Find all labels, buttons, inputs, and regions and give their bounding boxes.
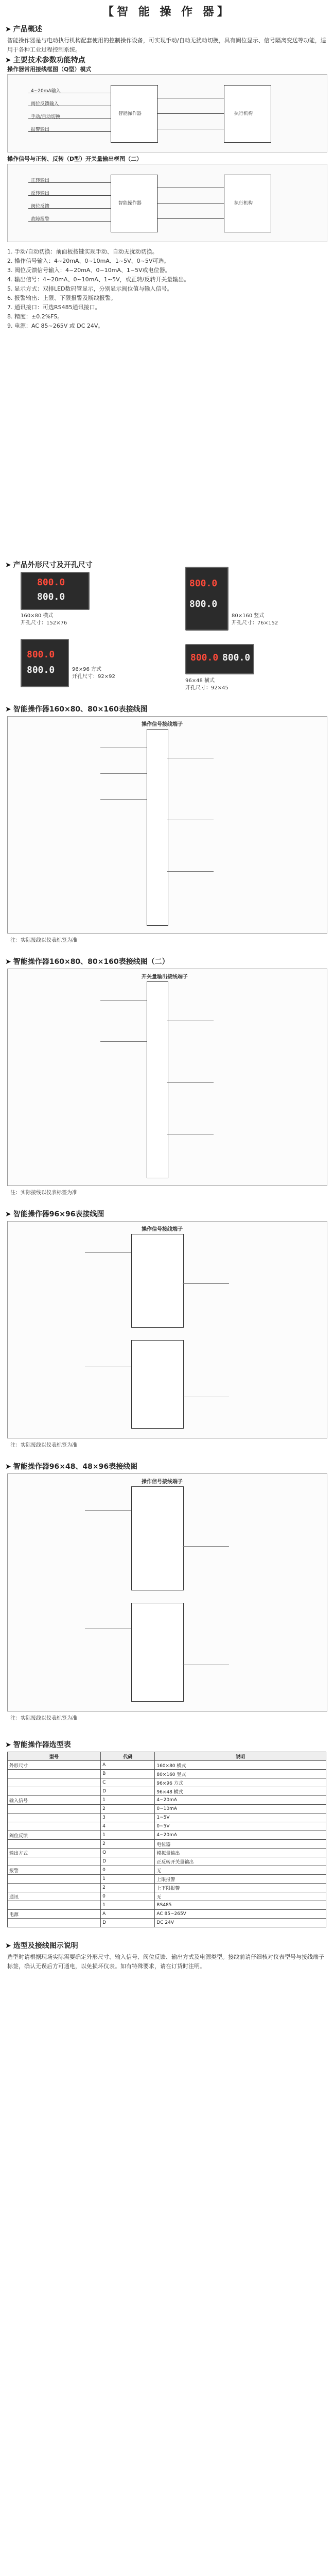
- display-bottom: 800.0: [27, 665, 55, 675]
- meter-front-96x96: [21, 639, 69, 687]
- table-row: [8, 1875, 326, 1884]
- terminal-block: [147, 729, 168, 926]
- table-row: [8, 1840, 326, 1849]
- dimensions-heading-text: 产品外形尺寸及开孔尺寸: [13, 561, 93, 569]
- table-cell: B: [101, 1770, 155, 1778]
- arrow-icon: ➤: [5, 705, 11, 714]
- tech-item: 7. 通讯接口：可选RS485通讯接口。: [7, 304, 101, 311]
- table-cell: 上下限报警: [155, 1884, 326, 1892]
- closing-section: [0, 1937, 334, 1971]
- table-row: [8, 1857, 326, 1866]
- conn-line: [157, 113, 224, 114]
- table-header: 说明: [155, 1752, 326, 1761]
- wiring-heading-text: 智能操作器96×96表接线图: [13, 1210, 104, 1218]
- arrow-icon: ➤: [5, 1210, 11, 1218]
- wiring-sub: 操作信号接线端子: [142, 1479, 183, 1485]
- wiring-section-2: [0, 953, 334, 969]
- panel-cutout: 开孔尺寸：152×76: [21, 620, 67, 626]
- table-cell: 4: [101, 1822, 155, 1831]
- page-title: 【智 能 操 作 器】: [102, 5, 232, 19]
- table-cell: [8, 1787, 101, 1796]
- conn-line: [157, 203, 224, 204]
- block-diagram-1: [7, 74, 327, 152]
- selection-section: [0, 1736, 334, 1752]
- table-row: [8, 1770, 326, 1778]
- panel-cutout: 开孔尺寸：92×92: [72, 674, 115, 680]
- wiring-sub: 开关量输出接线端子: [142, 974, 188, 980]
- table-cell: 正反转开关量输出: [155, 1857, 326, 1866]
- display-top: 800.0: [27, 649, 55, 660]
- arrow-icon: ➤: [5, 958, 11, 966]
- table-cell: A: [101, 1761, 155, 1770]
- table-cell: 输入信号: [8, 1796, 101, 1805]
- terminal-wire: [100, 773, 147, 774]
- terminal-block: [131, 1486, 184, 1590]
- display-bottom: 800.0: [222, 652, 251, 663]
- table-cell: [8, 1875, 101, 1884]
- input-label: 手动/自动切换: [31, 114, 61, 120]
- table-cell: [8, 1884, 101, 1892]
- table-cell: [8, 1901, 101, 1910]
- selection-table: [7, 1752, 326, 1927]
- table-cell: [8, 1822, 101, 1831]
- operator-box-label: 智能操作器: [118, 201, 142, 206]
- table-cell: RS485: [155, 1901, 326, 1910]
- panel-cutout: 开孔尺寸：92×45: [185, 685, 228, 691]
- panel-caption: 96×96 方式: [72, 667, 102, 672]
- table-body: [8, 1761, 326, 1927]
- diagram1-title: 操作器常用接线框图（Q型）模式: [7, 66, 92, 73]
- table-row: [8, 1805, 326, 1814]
- table-cell: 阀位反馈: [8, 1831, 101, 1840]
- arrow-icon: ➤: [5, 1741, 11, 1749]
- overview-heading: [5, 24, 329, 34]
- table-cell: 96×96 方式: [155, 1778, 326, 1787]
- terminal-wire: [183, 1546, 229, 1547]
- display-bottom: 800.0: [37, 591, 65, 602]
- input-label: 报警输出: [31, 127, 50, 132]
- tech-item: 5. 显示方式：双排LED数码管显示，分别显示阀位值与输入信号。: [7, 285, 173, 292]
- meter-front-80x160: [185, 567, 228, 631]
- wiring-heading: [5, 1209, 329, 1219]
- table-row: [8, 1814, 326, 1822]
- closing-heading: [5, 1940, 329, 1951]
- operator-box-label: 智能操作器: [118, 111, 142, 116]
- table-cell: 0~5V: [155, 1822, 326, 1831]
- table-cell: 0: [101, 1892, 155, 1901]
- wiring-heading-text: 智能操作器160×80、80×160表接线图: [13, 705, 148, 714]
- tech-item: 4. 输出信号：4~20mA、0~10mA、1~5V，或正转/反转开关量输出。: [7, 276, 190, 283]
- table-cell: A: [101, 1910, 155, 1919]
- tech-item: 1. 手动/自动切换：前面板按键实现手动、自动无扰动切换。: [7, 248, 158, 255]
- display-top: 800.0: [189, 578, 218, 589]
- terminal-wire: [100, 1041, 147, 1042]
- table-cell: 上限报警: [155, 1875, 326, 1884]
- table-cell: C: [101, 1778, 155, 1787]
- table-cell: 报警: [8, 1866, 101, 1875]
- table-cell: 1~5V: [155, 1814, 326, 1822]
- table-cell: 通讯: [8, 1892, 101, 1901]
- overview-section: [0, 21, 334, 55]
- table-cell: 80×160 竖式: [155, 1770, 326, 1778]
- table-cell: 外形尺寸: [8, 1761, 101, 1770]
- table-cell: 1: [101, 1831, 155, 1840]
- terminal-wire: [167, 871, 214, 872]
- selection-heading: [5, 1739, 329, 1750]
- wiring-diagram-2: [7, 969, 327, 1186]
- wiring-section-1: [0, 701, 334, 716]
- table-cell: 1: [101, 1796, 155, 1805]
- overview-heading-text: 产品概述: [13, 25, 42, 33]
- display-top: 800.0: [37, 577, 65, 588]
- tech-item: 6. 报警输出：上限、下限报警及断线报警。: [7, 295, 116, 301]
- wiring-note: 注：实际接线以仪表标签为准: [10, 1716, 77, 1721]
- table-row: [8, 1787, 326, 1796]
- dimensions-section: [0, 556, 334, 572]
- overview-text: 智能操作器是与电动执行机构配套使用的控制操作设备，可实现手动/自动无扰动切换，具有阀位显示、信号隔离变送等功能，适用于各种工业过程控制系统。: [7, 37, 326, 53]
- arrow-icon: ➤: [5, 1463, 11, 1471]
- actuator-box-label: 执行机构: [234, 111, 253, 116]
- table-cell: 3: [101, 1814, 155, 1822]
- table-cell: D: [101, 1787, 155, 1796]
- wiring-heading: [5, 956, 329, 967]
- panel-cutout: 开孔尺寸：76×152: [232, 620, 278, 626]
- tech-item: 2. 操作信号输入：4~20mA、0~10mA、1~5V、0~5V可选。: [7, 258, 170, 264]
- output-label: 正转输出: [31, 178, 50, 183]
- input-label: 阀位反馈输入: [31, 101, 59, 107]
- table-header-row: [8, 1752, 326, 1761]
- table-cell: 2: [101, 1840, 155, 1849]
- terminal-wire: [100, 799, 147, 800]
- tech-item: 3. 阀位反馈信号输入：4~20mA、0~10mA、1~5V或电位器。: [7, 267, 171, 274]
- table-cell: [8, 1919, 101, 1927]
- table-cell: 0~10mA: [155, 1805, 326, 1814]
- table-row: [8, 1910, 326, 1919]
- arrow-icon: ➤: [5, 1942, 11, 1950]
- panel-caption: 80×160 竖式: [232, 613, 265, 619]
- output-label: 故障报警: [31, 217, 50, 222]
- table-cell: [8, 1805, 101, 1814]
- table-row: [8, 1901, 326, 1910]
- table-cell: 电位器: [155, 1840, 326, 1849]
- table-row: [8, 1822, 326, 1831]
- terminal-block: [131, 1603, 184, 1702]
- selection-heading-text: 智能操作器选型表: [13, 1741, 71, 1749]
- table-header: 代码: [101, 1752, 155, 1761]
- tech-heading: [5, 55, 329, 65]
- wiring-section-3: [0, 1206, 334, 1221]
- table-cell: 160×80 横式: [155, 1761, 326, 1770]
- closing-text: 选型时请根据现场实际需要确定外形尺寸、输入信号、阀位反馈、输出方式及电源类型。接线前请仔细核对仪表型号与接线端子标签，确认无误后方可通电，以免损坏仪表。如有特殊要求，请在订货时注明。: [7, 1954, 324, 1970]
- panel-caption: 96×48 横式: [185, 678, 215, 684]
- diagram2-title: 操作信号与正转、反转（D型）开关量输出框图（二）: [7, 156, 143, 162]
- table-header: 型号: [8, 1752, 101, 1761]
- display-bottom: 800.0: [189, 599, 218, 609]
- display-top: 800.0: [190, 652, 219, 663]
- wiring-heading: [5, 1461, 329, 1471]
- tech-item: 8. 精度：±0.2%FS。: [7, 313, 63, 320]
- arrow-icon: ➤: [5, 561, 11, 569]
- input-label: 4~20mA输入: [31, 89, 61, 94]
- table-cell: DC 24V: [155, 1919, 326, 1927]
- terminal-wire: [100, 1000, 147, 1001]
- panel-caption: 160×80 横式: [21, 613, 54, 619]
- table-cell: 模拟量输出: [155, 1849, 326, 1857]
- table-cell: Q: [101, 1849, 155, 1857]
- tech-heading-text: 主要技术参数功能特点: [13, 56, 85, 64]
- table-cell: 无: [155, 1866, 326, 1875]
- table-cell: 无: [155, 1892, 326, 1901]
- table-cell: 1: [101, 1901, 155, 1910]
- meter-front-160x80: [21, 572, 90, 610]
- tech-item: 9. 电源：AC 85~265V 或 DC 24V。: [7, 323, 104, 329]
- table-row: [8, 1919, 326, 1927]
- table-cell: 2: [101, 1884, 155, 1892]
- tech-items: [0, 247, 334, 331]
- table-cell: [8, 1778, 101, 1787]
- table-row: [8, 1884, 326, 1892]
- table-row: [8, 1892, 326, 1901]
- table-cell: D: [101, 1857, 155, 1866]
- wiring-diagram-3: [7, 1221, 327, 1438]
- wiring-heading: [5, 704, 329, 714]
- terminal-wire: [183, 1283, 229, 1284]
- wiring-note: 注：实际接线以仪表标签为准: [10, 1190, 77, 1196]
- wiring-note: 注：实际接线以仪表标签为准: [10, 1443, 77, 1448]
- wiring-diagram-4: [7, 1473, 327, 1711]
- terminal-wire: [85, 1510, 131, 1511]
- closing-heading-text: 选型及接线图示说明: [13, 1942, 78, 1950]
- terminal-wire: [167, 1082, 214, 1083]
- table-row: [8, 1849, 326, 1857]
- table-cell: 4~20mA: [155, 1796, 326, 1805]
- wiring-heading-text: 智能操作器160×80、80×160表接线图（二）: [13, 958, 169, 966]
- terminal-block: [131, 1234, 184, 1328]
- output-label: 反转输出: [31, 191, 50, 196]
- actuator-box-label: 执行机构: [234, 201, 253, 206]
- meter-front-96x48: [185, 644, 254, 674]
- table-cell: 电源: [8, 1910, 101, 1919]
- wiring-heading-text: 智能操作器96×48、48×96表接线图: [13, 1463, 138, 1471]
- table-row: [8, 1778, 326, 1787]
- table-cell: 96×48 横式: [155, 1787, 326, 1796]
- wiring-section-4: [0, 1458, 334, 1473]
- table-cell: [8, 1770, 101, 1778]
- table-cell: [8, 1857, 101, 1866]
- arrow-icon: ➤: [5, 56, 11, 64]
- wiring-diagram-1: [7, 716, 327, 934]
- dimensions-heading: [5, 560, 329, 570]
- table-cell: 1: [101, 1875, 155, 1884]
- wiring-sub: 操作信号接线端子: [142, 1227, 183, 1232]
- table-cell: 输出方式: [8, 1849, 101, 1857]
- table-cell: 2: [101, 1805, 155, 1814]
- table-cell: D: [101, 1919, 155, 1927]
- terminal-block: [131, 1340, 184, 1429]
- table-cell: [8, 1814, 101, 1822]
- output-label: 阀位反馈: [31, 204, 50, 209]
- table-row: [8, 1831, 326, 1840]
- block-diagram-2: [7, 164, 327, 242]
- table-cell: 0: [101, 1866, 155, 1875]
- arrow-icon: ➤: [5, 25, 11, 33]
- table-row: [8, 1866, 326, 1875]
- table-row: [8, 1796, 326, 1805]
- table-cell: [8, 1840, 101, 1849]
- table-cell: 4~20mA: [155, 1831, 326, 1840]
- wiring-sub: 操作信号接线端子: [142, 722, 183, 727]
- wiring-note: 注：实际接线以仪表标签为准: [10, 938, 77, 943]
- table-cell: AC 85~265V: [155, 1910, 326, 1919]
- table-row: [8, 1761, 326, 1770]
- terminal-wire: [85, 1252, 131, 1253]
- terminal-block: [147, 981, 168, 1178]
- conn-line: [157, 218, 224, 219]
